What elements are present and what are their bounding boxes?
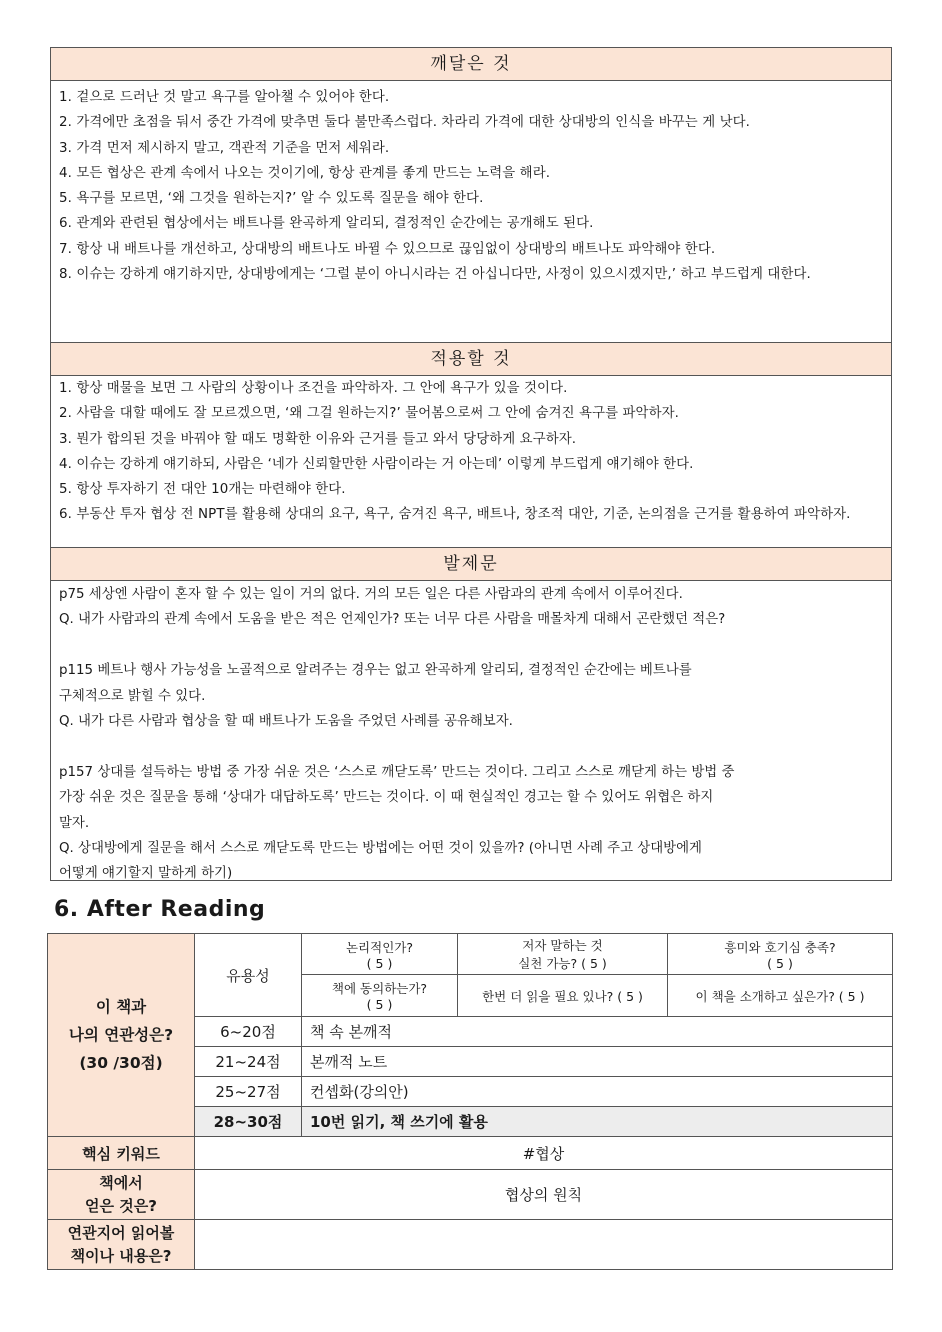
level-label: 컨셉화(강의안) bbox=[302, 1077, 893, 1107]
list-item: 6. 부동산 투자 협상 전 NPT를 활용해 상대의 요구, 욕구, 숨겨진 욕구, 배트나, 창조적 대안, 기준, 논의점을 근거를 활용하여 파악하자. bbox=[59, 507, 851, 523]
q-logical bbox=[302, 934, 458, 975]
discussion-line: 가장 쉬운 것은 질문을 통해 ‘상대가 대답하도록’ 만드는 것이다. 이 때 현실적인 경고는 할 수 있어도 위협은 하지 bbox=[59, 790, 714, 806]
q-logical-text: 논리적인가? bbox=[345, 939, 413, 955]
after-reading-table bbox=[47, 933, 893, 1270]
apply-title: 적용할 것 bbox=[51, 343, 891, 376]
apply-section bbox=[50, 342, 892, 548]
discussion-line: p157 상대를 설득하는 방법 중 가장 쉬운 것은 ‘스스로 깨닫도록’ 만드는 것이다. 그리고 스스로 깨닫게 하는 방법 중 bbox=[59, 764, 735, 780]
q-interest-score: ( 5 ) bbox=[767, 955, 793, 971]
list-item: 4. 모든 협상은 관계 속에서 나오는 것이기에, 항상 관계를 좋게 만드는 노력을 해라. bbox=[59, 165, 551, 181]
level-label: 10번 읽기, 책 쓰기에 활용 bbox=[302, 1107, 893, 1137]
level-score: 25~27점 bbox=[195, 1077, 302, 1107]
gained-label-line: 책에서 bbox=[99, 1173, 143, 1192]
realized-title: 깨달은 것 bbox=[51, 48, 891, 81]
q-logical-score: ( 5 ) bbox=[366, 955, 393, 971]
discussion-body bbox=[51, 581, 891, 887]
list-item: 2. 가격에만 초점을 둬서 중간 가격에 맞추면 둘다 불만족스럽다. 차라리 가격에 대한 상대방의 인식을 바꾸는 게 낫다. bbox=[59, 115, 751, 131]
discussion-line: 말자. bbox=[59, 815, 90, 831]
list-item: 7. 항상 내 배트나를 개선하고, 상대방의 배트나도 바뀔 수 있으므로 끊임없이 상대방의 배트나도 파악해야 한다. bbox=[59, 241, 716, 257]
q-practice-text: 저자 말하는 것 bbox=[522, 938, 603, 953]
gained-label-line: 얻은 것은? bbox=[85, 1196, 157, 1215]
list-item: 5. 욕구를 모르면, ‘왜 그것을 원하는지?’ 알 수 있도록 질문을 해야 한다. bbox=[59, 191, 484, 207]
blank-line bbox=[59, 734, 881, 759]
realized-section bbox=[50, 47, 892, 343]
relevance-label-line: 이 책과 bbox=[95, 998, 147, 1016]
q-interest bbox=[668, 934, 893, 975]
discussion-line: Q. 내가 다른 사람과 협상을 할 때 배트나가 도움을 주었던 사례를 공유해보자. bbox=[59, 714, 513, 730]
keyword-label: 핵심 키워드 bbox=[48, 1137, 195, 1170]
related-value[interactable] bbox=[195, 1220, 893, 1270]
relevance-label bbox=[48, 934, 195, 1137]
q-agree-score: ( 5 ) bbox=[366, 997, 393, 1012]
level-score: 21~24점 bbox=[195, 1047, 302, 1077]
relevance-label-line: (30 /30점) bbox=[79, 1054, 163, 1072]
discussion-title: 발제문 bbox=[51, 548, 891, 581]
discussion-line: Q. 내가 사람과의 관계 속에서 도움을 받은 적은 언제인가? 또는 너무 다른 사람을 매몰차게 대해서 곤란했던 적은? bbox=[59, 612, 726, 628]
gained-label bbox=[48, 1170, 195, 1220]
q-agree bbox=[302, 975, 458, 1017]
q-interest-text: 흥미와 호기심 충족? bbox=[724, 939, 836, 955]
list-item: 6. 관계와 관련된 협상에서는 배트나를 완곡하게 알리되, 결정적인 순간에는 공개해도 된다. bbox=[59, 216, 594, 232]
list-item: 1. 겉으로 드러난 것 말고 욕구를 알아챌 수 있어야 한다. bbox=[59, 90, 390, 105]
list-item: 4. 이슈는 강하게 얘기하되, 사람은 ‘네가 신뢰할만한 사람이라는 거 아는데’ 이렇게 부드럽게 얘기해야 한다. bbox=[59, 456, 694, 472]
q-practice bbox=[458, 934, 668, 975]
apply-list bbox=[51, 376, 891, 530]
discussion-line: 어떻게 얘기할지 말하게 하기) bbox=[59, 866, 233, 882]
q-practice-score: 실천 가능? ( 5 ) bbox=[518, 956, 607, 971]
list-item: 5. 항상 투자하기 전 대안 10개는 마련해야 한다. bbox=[59, 482, 346, 498]
list-item: 3. 가격 먼저 제시하지 말고, 객관적 기준을 먼저 세워라. bbox=[59, 140, 390, 156]
after-reading-heading: 6. After Reading bbox=[54, 897, 266, 922]
level-score: 28~30점 bbox=[195, 1107, 302, 1137]
discussion-line: Q. 상대방에게 질문을 해서 스스로 깨닫도록 만드는 방법에는 어떤 것이 있을까? (아니면 사례 주고 상대방에게 bbox=[59, 841, 702, 857]
list-item: 8. 이슈는 강하게 얘기하지만, 상대방에게는 ‘그럴 분이 아니시라는 건 아십니다만, 사정이 있으시겠지만,’ 하고 부드럽게 대한다. bbox=[59, 267, 811, 283]
level-label: 책 속 본깨적 bbox=[302, 1017, 893, 1047]
related-label bbox=[48, 1220, 195, 1270]
discussion-section bbox=[50, 547, 892, 881]
gained-value: 협상의 원칙 bbox=[195, 1170, 893, 1220]
discussion-line: p75 세상엔 사람이 혼자 할 수 있는 일이 거의 없다. 거의 모든 일은 다른 사람과의 관계 속에서 이루어진다. bbox=[59, 587, 683, 602]
q-agree-text: 책에 동의하는가? bbox=[331, 981, 428, 996]
discussion-line: p115 베트나 행사 가능성을 노골적으로 알려주는 경우는 없고 완곡하게 알리되, 결정적인 순간에는 베트나를 bbox=[59, 663, 692, 679]
realized-list bbox=[51, 81, 891, 289]
discussion-line: 구체적으로 밝힐 수 있다. bbox=[59, 688, 206, 704]
q-reread: 한번 더 읽을 필요 있나? ( 5 ) bbox=[458, 975, 668, 1017]
keyword-value: #협상 bbox=[195, 1137, 893, 1170]
relevance-label-line: 나의 연관성은? bbox=[68, 1026, 174, 1044]
level-score: 6~20점 bbox=[195, 1017, 302, 1047]
list-item: 2. 사람을 대할 때에도 잘 모르겠으면, ‘왜 그걸 원하는지?’ 물어봄으로써 그 안에 숨겨진 욕구를 파악하자. bbox=[59, 406, 680, 422]
level-label: 본깨적 노트 bbox=[302, 1047, 893, 1077]
list-item: 1. 항상 매물을 보면 그 사람의 상황이나 조건을 파악하자. 그 안에 욕구가 있을 것이다. bbox=[59, 381, 568, 396]
blank-line bbox=[59, 633, 881, 658]
q-recommend: 이 책을 소개하고 싶은가? ( 5 ) bbox=[668, 975, 893, 1017]
usefulness-label: 유용성 bbox=[195, 934, 302, 1017]
related-label-line: 책이나 내용은? bbox=[70, 1246, 172, 1265]
related-label-line: 연관지어 읽어볼 bbox=[67, 1223, 175, 1242]
list-item: 3. 뭔가 합의된 것을 바꿔야 할 때도 명확한 이유와 근거를 들고 와서 당당하게 요구하자. bbox=[59, 431, 577, 447]
